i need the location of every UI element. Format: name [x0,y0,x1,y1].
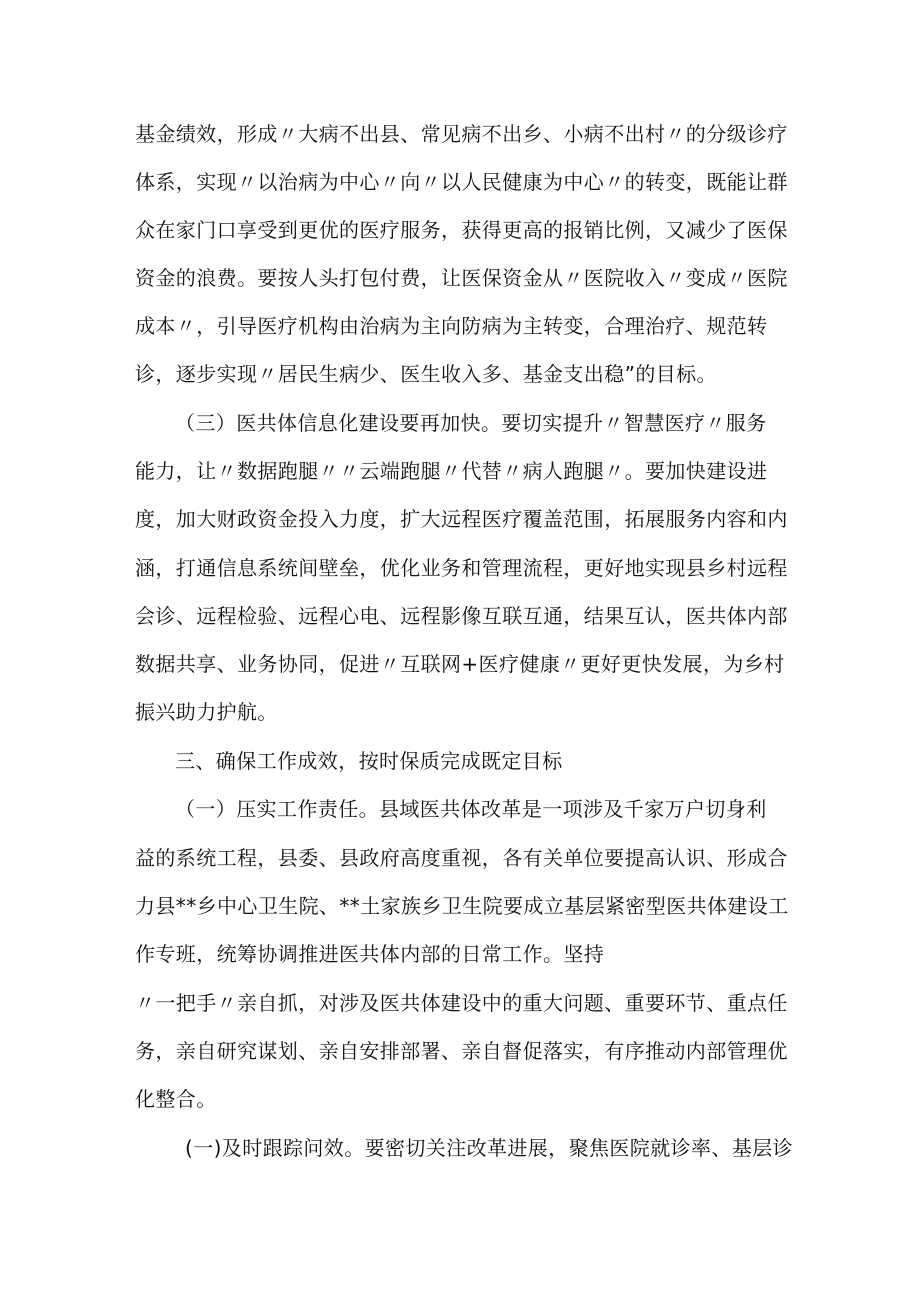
body-text-line: 涵，打通信息系统间壁垒，优化业务和管理流程，更好地实现县乡村远程 [135,556,788,580]
paragraph-heading-line: (一)及时跟踪问效。要密切关注改革进展，聚焦医院就诊率、基层诊 [185,1136,794,1160]
paragraph-heading-line: （一）压实工作责任。县域医共体改革是一项涉及千家万户切身利 [175,797,767,821]
body-text-line: 基金绩效，形成〃大病不出县、常见病不出乡、小病不出村〃的分级诊疗 [135,122,788,146]
section-heading: 三、确保工作成效，按时保质完成既定目标 [175,749,563,773]
body-text-line: 振兴助力护航。 [135,700,278,724]
paragraph-heading-line: （三）医共体信息化建设要再加快。要切实提升〃智慧医疗〃服务 [175,411,767,435]
body-text-line: 成本〃，引导医疗机构由治病为主向防病为主转变，合理治疗、规范转 [135,314,768,338]
body-text-line: 〃一把手〃亲自抓，对涉及医共体建设中的重大问题、重要环节、重点任 [135,991,788,1015]
body-text-line: 度，加大财政资金投入力度，扩大远程医疗覆盖范围，拓展服务内容和内 [135,507,788,531]
body-text-line: 能力，让〃数据跑腿〃〃云端跑腿〃代替〃病人跑腿〃。要加快建设进 [135,459,768,483]
body-text-line: 会诊、远程检验、远程心电、远程影像互联互通，结果互认，医共体内部 [135,604,788,628]
body-text-line: 化整合。 [135,1087,217,1111]
body-text-line: 诊，逐步实现〃居民生病少、医生收入多、基金支出稳”的目标。 [135,362,717,386]
body-text-line: 体系，实现〃以治病为中心〃向〃以人民健康为中心〃的转变，既能让群 [135,170,788,194]
body-text-line: 众在家门口享受到更优的医疗服务，获得更高的报销比例，又减少了医保 [135,218,788,242]
body-text-line: 益的系统工程，县委、县政府高度重视，各有关单位要提高认识、形成合 [135,846,788,870]
body-text-line: 力县**乡中心卫生院、**土家族乡卫生院要成立基层紧密型医共体建设工 [135,894,789,918]
body-text-line: 资金的浪费。要按人头打包付费，让医保资金从〃医院收入〃变成〃医院 [135,266,788,290]
body-text-line: 务，亲自研究谋划、亲自安排部署、亲自督促落实，有序推动内部管理优 [135,1039,788,1063]
body-text-line: 作专班，统筹协调推进医共体内部的日常工作。坚持 [135,942,605,966]
body-text-line: 数据共享、业务协同，促进〃互联网+医疗健康〃更好更快发展，为乡村 [135,652,785,676]
